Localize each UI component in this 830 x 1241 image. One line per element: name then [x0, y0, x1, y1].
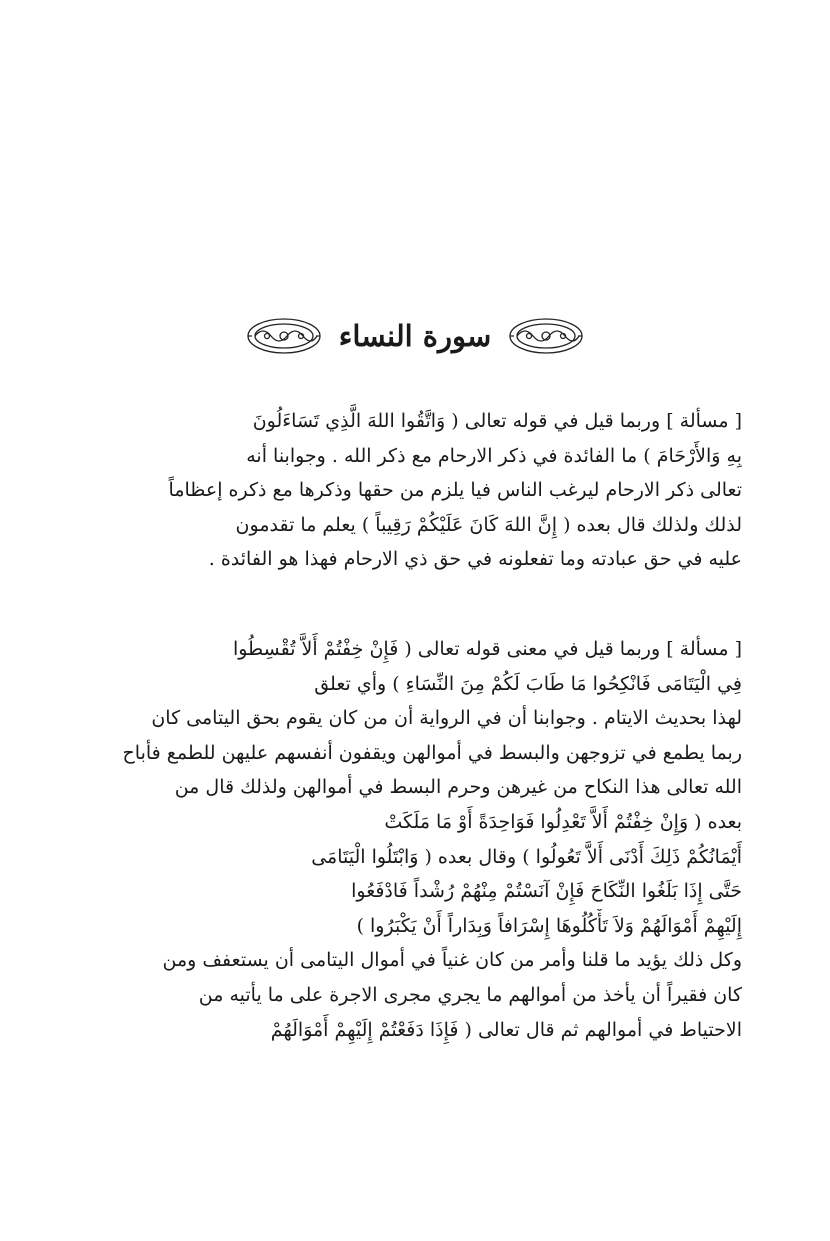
surah-heading	[0, 306, 830, 366]
ornament-right-icon	[507, 315, 585, 357]
text-line: [ مسألة ] وربما قيل في معنى قوله تعالى ( فَإِنْ خِفْتُمْ أَلاَّ تُقْسِطُوا	[232, 638, 742, 660]
text-line: الاحتياط في أموالهم ثم قال تعالى ( فَإِذَا دَفَعْتُمْ إِلَيْهِمْ أَمْوَالَهُمْ	[270, 1018, 742, 1041]
text-line: بعده ( وَإِنْ خِفْتُمْ أَلاَّ تَعْدِلُوا فَوَاحِدَةً أَوْ مَا مَلَكَتْ	[384, 810, 742, 833]
text-line: ربما يطمع في تزوجهن والبسط في أموالهن ويقفون أنفسهم عليهن للطمع فأباح	[122, 741, 742, 764]
paragraph-2	[92, 632, 742, 1047]
text-line: لهذا بحديث الايتام . وجوابنا أن في الرواية أن من كان يقوم بحق اليتامى كان	[151, 707, 742, 730]
text-line: إِلَيْهِمْ أَمْوَالَهُمْ وَلاَ تَأْكُلُوهَا إِسْرَافاً وَبِدَاراً أَنْ يَكْبَرُوا )	[356, 914, 742, 937]
text-line: الله تعالى هذا النكاح من غيرهن وحرم البسط في أموالهن ولذلك قال من	[174, 776, 742, 799]
text-line: كان فقيراً أن يأخذ من أموالهم ما يجري مجرى الاجرة على ما يأتيه من	[198, 983, 742, 1006]
text-line: أَيْمَانُكُمْ ذَلِكَ أَدْنَى أَلاَّ تَعُولُوا ) وقال بعده ( وَابْتَلُوا الْيَتَامَى	[311, 845, 742, 868]
ornament-left-icon	[245, 315, 323, 357]
text-line: حَتَّى إِذَا بَلَغُوا النِّكَاحَ فَإِنْ آنَسْتُمْ مِنْهُمْ رُشْداً فَادْفَعُوا	[351, 880, 742, 903]
text-line: فِي الْيَتَامَى فَانْكِحُوا مَا طَابَ لَكُمْ مِنَ النِّسَاءِ ) وأي تعلق	[314, 672, 742, 695]
text-line: عليه في حق عبادته وما تفعلونه في حق ذي الارحام فهذا هو الفائدة .	[208, 548, 742, 571]
surah-title: سورة النساء	[338, 319, 492, 353]
text-line: [ مسألة ] وربما قيل في قوله تعالى ( وَاتَّقُوا اللهَ الَّذِي تَسَاءَلُونَ	[252, 410, 742, 432]
text-line: لذلك ولذلك قال بعده ( إِنَّ اللهَ كَانَ عَلَيْكُمْ رَقِيباً ) يعلم ما تقدمون	[235, 513, 742, 536]
paragraph-1	[92, 404, 742, 577]
text-line: تعالى ذكر الارحام ليرغب الناس فيا يلزم من حقها وذكرها مع ذكره إعظاماً	[168, 479, 742, 502]
text-line: بِهِ وَالأَرْحَامَ ) ما الفائدة في ذكر الارحام مع ذكر الله . وجوابنا أنه	[246, 444, 742, 467]
text-line: وكل ذلك يؤيد ما قلنا وأمر من كان غنياً في أموال اليتامى أن يستعفف ومن	[162, 949, 742, 972]
